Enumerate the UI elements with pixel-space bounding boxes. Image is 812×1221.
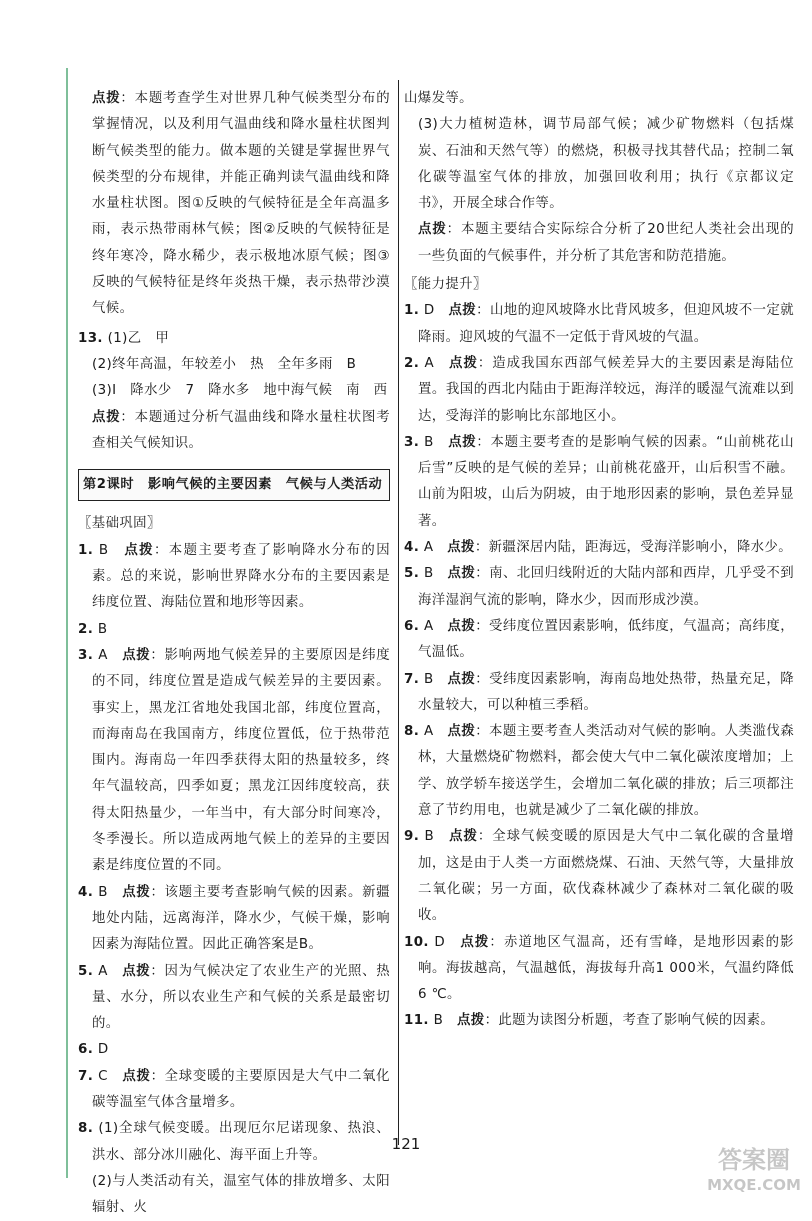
section-heading: 〖能力提升〗 (404, 277, 487, 293)
answer-paragraph: 11. B 点拨：此题为读图分析题，考查了影响气候的因素。 (404, 1013, 775, 1029)
answer-paragraph: 2. A 点拨：造成我国东西部气候差异大的主要因素是海陆位置。我国的西北内陆由于距海洋较远，海洋的暖湿气流难以到达，受海洋的影响比东部地区小。 (404, 355, 794, 424)
answer-paragraph: 6. A 点拨：受纬度位置因素影响，低纬度，气温高；高纬度，气温低。 (404, 618, 794, 661)
answer-paragraph: 点拨：本题主要结合实际综合分析了20世纪人类社会出现的一些负面的气候事件，并分析了其危害和防范措施。 (418, 222, 794, 264)
right-column (404, 86, 794, 1035)
answer-paragraph: (2)终年高温，年较差小 热 全年多雨 B (92, 356, 357, 372)
left-column (78, 86, 390, 1221)
answer-paragraph: 7. C 点拨：全球变暖的主要原因是大气中二氧化碳等温室气体含量增多。 (78, 1068, 390, 1110)
answer-paragraph: 1. D 点拨：山地的迎风坡降水比背风坡多，但迎风坡不一定就降雨。迎风坡的气温不一定低于背风坡的气温。 (404, 303, 794, 345)
answer-paragraph: 4. A 点拨：新疆深居内陆，距海远，受海洋影响小，降水少。 (404, 540, 793, 556)
watermark-logo (700, 1140, 808, 1196)
answer-paragraph: (2)与人类活动有关，温室气体的排放增多、太阳辐射、火 (92, 1173, 390, 1216)
page-number: 121 (391, 1135, 421, 1153)
margin-line (66, 68, 68, 1178)
answer-paragraph: 3. A 点拨：影响两地气候差异的主要原因是纬度的不同，纬度位置是造成气候差异的主要因素。事实上，黑龙江省地处我国北部，纬度位置高，而海南岛在我国南方，纬度位置低，位于热带范围内。海南岛一年四季获得太阳的热量较多，终年气温较高，四季如夏；黑龙江因纬度较高，获得太阳热量少，一年当中，有大部分时间寒冷，冬季漫长。所以造成两地气候上的差异的主要因素是纬度位置的不同。 (78, 647, 390, 874)
answer-paragraph: 9. B 点拨：全球气候变暖的原因是大气中二氧化碳的含量增加，这是由于人类一方面燃烧煤、石油、天然气等，大量排放二氧化碳；另一方面，砍伐森林减少了森林对二氧化碳的吸收。 (404, 829, 794, 924)
answer-paragraph: 点拨：本题通过分析气温曲线和降水量柱状图考查相关气候知识。 (92, 409, 390, 451)
answer-paragraph: 2. B (78, 621, 108, 637)
column-divider (398, 80, 399, 1145)
watermark-url: MXQE.COM (707, 1176, 801, 1194)
answer-paragraph: (3)Ⅰ 降水少 7 降水多 地中海气候 南 西 (92, 383, 388, 399)
answer-paragraph: 4. B 点拨：该题主要考查影响气候的因素。新疆地处内陆，远离海洋，降水少，气候干燥，影响因素为海陆位置。因此正确答案是B。 (78, 884, 390, 953)
section-heading: 〖基础巩固〗 (78, 516, 161, 532)
answer-paragraph: 10. D 点拨：赤道地区气温高，还有雪峰，是地形因素的影响。海拔越高，气温越低，海拔每升高1 000米，气温约降低6 ℃。 (404, 934, 794, 1003)
answer-paragraph: 5. A 点拨：因为气候决定了农业生产的光照、热量、水分，所以农业生产和气候的关系是最密切的。 (78, 963, 390, 1032)
answer-paragraph: 1. B 点拨：本题主要考查了影响降水分布的因素。总的来说，影响世界降水分布的主要因素是纬度位置、海陆位置和地形等因素。 (78, 542, 390, 611)
answer-paragraph: 3. B 点拨：本题主要考查的是影响气候的因素。“山前桃花山后雪”反映的是气候的差异；山前桃花盛开，山后积雪不融。山前为阳坡，山后为阴坡，由于地形因素的影响，景色差异显著。 (404, 434, 794, 529)
answer-paragraph: 点拨：本题考查学生对世界几种气候类型分布的掌握情况，以及利用气温曲线和降水量柱状图判断气候类型的能力。做本题的关键是掌握世界气候类型的分布规律，并能正确判读气温曲线和降水量柱状图。图①反映的气候特征是全年高温多雨，表示热带雨林气候；图②反映的气候特征是终年寒冷，降水稀少，表示极地冰原气候；图③反映的气候特征是终年炎热干燥，表示热带沙漠气候。 (92, 91, 390, 317)
answer-paragraph: 8. (1)全球气候变暖。出现厄尔尼诺现象、热浪、洪水、部分冰川融化、海平面上升等。 (78, 1121, 390, 1163)
watermark-title: 答案圈 (718, 1146, 790, 1174)
answer-paragraph: 7. B 点拨：受纬度因素影响，海南岛地处热带，热量充足，降水量较大，可以种植三季稻。 (404, 671, 794, 713)
lesson-heading: 第2课时 影响气候的主要因素 气候与人类活动 (78, 469, 390, 501)
answer-paragraph: 5. B 点拨：南、北回归线附近的大陆内部和西岸，几乎受不到海洋湿润气流的影响，降水少，因而形成沙漠。 (404, 566, 794, 608)
answer-paragraph: (3)大力植树造林，调节局部气候；减少矿物燃料（包括煤炭、石油和天然气等）的燃烧，积极寻找其替代品；控制二氧化碳等温室气体的排放，加强回收利用；执行《京都议定书》，开展全球合作等。 (418, 117, 794, 212)
answer-paragraph: 6. D (78, 1042, 109, 1058)
answer-paragraph: 13. (1)乙 甲 (78, 330, 170, 346)
answer-paragraph: 山爆发等。 (404, 91, 473, 106)
answer-paragraph: 8. A 点拨：本题主要考查人类活动对气候的影响。人类滥伐森林，大量燃烧矿物燃料，都会使大气中二氧化碳浓度增加；上学、放学轿车接送学生，会增加二氧化碳的排放；后三项都注意了节约用电，也就是减少了二氧化碳的排放。 (404, 724, 794, 819)
